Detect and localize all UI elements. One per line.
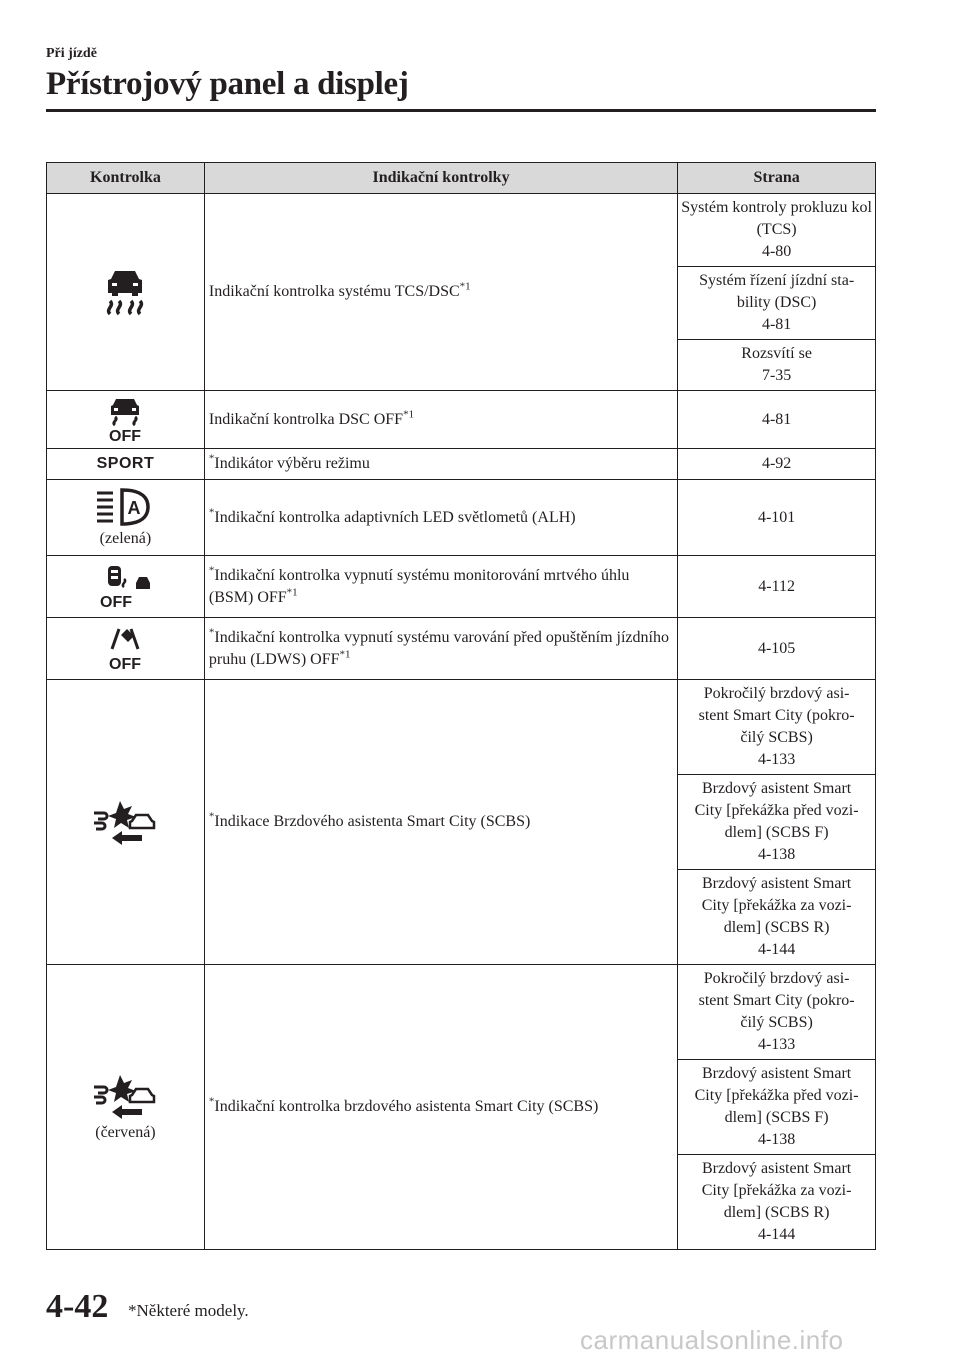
page-ref: Systém řízení jízdní sta- bility (DSC) 4-81 (678, 267, 876, 340)
table-row (47, 480, 876, 556)
icon-cell (47, 391, 205, 449)
page-ref: 4-105 (678, 618, 876, 680)
indicator-description: *Indikační kontrolka brzdového asistenta Smart City (SCBS) (204, 965, 677, 1250)
header-strana: Strana (678, 163, 876, 194)
page-ref: Systém kontroly prokluzu kol (TCS) 4-80 (678, 194, 876, 267)
scbs-warning-icon (90, 1071, 160, 1121)
indicator-description: *Indikace Brzdového asistenta Smart City (SCBS) (204, 680, 677, 965)
icon-cell (47, 480, 205, 556)
title-rule (46, 109, 876, 112)
svg-text:A: A (127, 497, 141, 518)
indicator-description: Indikační kontrolka systému TCS/DSC$^{*1}$ (204, 194, 677, 391)
icon-cell (47, 556, 205, 618)
bsm-off-icon (94, 563, 156, 611)
svg-text:OFF: OFF (109, 655, 142, 673)
tcs-dsc-icon (95, 267, 155, 317)
table-row (47, 965, 876, 1060)
table-header-row (47, 163, 876, 194)
table-row (47, 556, 876, 618)
page-ref: 4-101 (678, 480, 876, 556)
icon-cell (47, 965, 205, 1250)
section-label: Při jízdě (46, 46, 97, 61)
page-title: Přístrojový panel a displej (46, 66, 409, 102)
footnote: *Některé modely. (128, 1301, 249, 1320)
page-ref: Pokročilý brzdový asi- stent Smart City (pokro- čilý SCBS) 4-133 (678, 965, 876, 1060)
page-ref: Brzdový asistent Smart City [překážka za vozi- dlem] (SCBS R) 4-144 (678, 870, 876, 965)
color-caption: (červená) (95, 1124, 156, 1141)
indicator-table (46, 162, 876, 1250)
page-ref: 4-112 (678, 556, 876, 618)
svg-text:OFF: OFF (100, 593, 133, 611)
table-row (47, 618, 876, 680)
adaptive-headlight-icon (94, 487, 156, 527)
table-row (47, 449, 876, 480)
indicator-description: *Indikační kontrolka vypnutí systému varování před opuštěním jízdního pruhu (LDWS) OFF$^{*1}$ (204, 618, 677, 680)
page-ref: Pokročilý brzdový asi- stent Smart City (pokro- čilý SCBS) 4-133 (678, 680, 876, 775)
page-ref: 4-81 (678, 391, 876, 449)
icon-cell (47, 618, 205, 680)
indicator-description: Indikační kontrolka DSC OFF$^{*1}$ (204, 391, 677, 449)
icon-cell (47, 680, 205, 965)
table-row (47, 194, 876, 267)
icon-cell (47, 449, 205, 480)
scbs-icon (90, 797, 160, 847)
watermark: carmanualsonline.info (580, 1325, 844, 1355)
page-ref: Brzdový asistent Smart City [překážka před vozi- dlem] (SCBS F) 4-138 (678, 775, 876, 870)
ldws-off-icon (97, 625, 153, 673)
sport-mode-icon: SPORT (96, 455, 155, 472)
header-indikacni-kontrolky: Indikační kontrolky (204, 163, 677, 194)
page-ref: Rozsvítí se 7-35 (678, 340, 876, 391)
indicator-description: *Indikační kontrolka vypnutí systému monitorování mrtvého úhlu (BSM) OFF$^{*1}$ (204, 556, 677, 618)
table-row (47, 391, 876, 449)
header-kontrolka: Kontrolka (47, 163, 205, 194)
dsc-off-icon (97, 397, 153, 443)
icon-cell (47, 194, 205, 391)
page-ref: Brzdový asistent Smart City [překážka před vozi- dlem] (SCBS F) 4-138 (678, 1060, 876, 1155)
table-row (47, 680, 876, 775)
indicator-description: *Indikátor výběru režimu (204, 449, 677, 480)
indicator-description: *Indikační kontrolka adaptivních LED světlometů (ALH) (204, 480, 677, 556)
page-ref: Brzdový asistent Smart City [překážka za vozi- dlem] (SCBS R) 4-144 (678, 1155, 876, 1250)
svg-text:OFF: OFF (109, 427, 142, 443)
color-caption: (zelená) (99, 529, 152, 547)
page-number: 4-42 (46, 1288, 109, 1325)
page-ref: 4-92 (678, 449, 876, 480)
